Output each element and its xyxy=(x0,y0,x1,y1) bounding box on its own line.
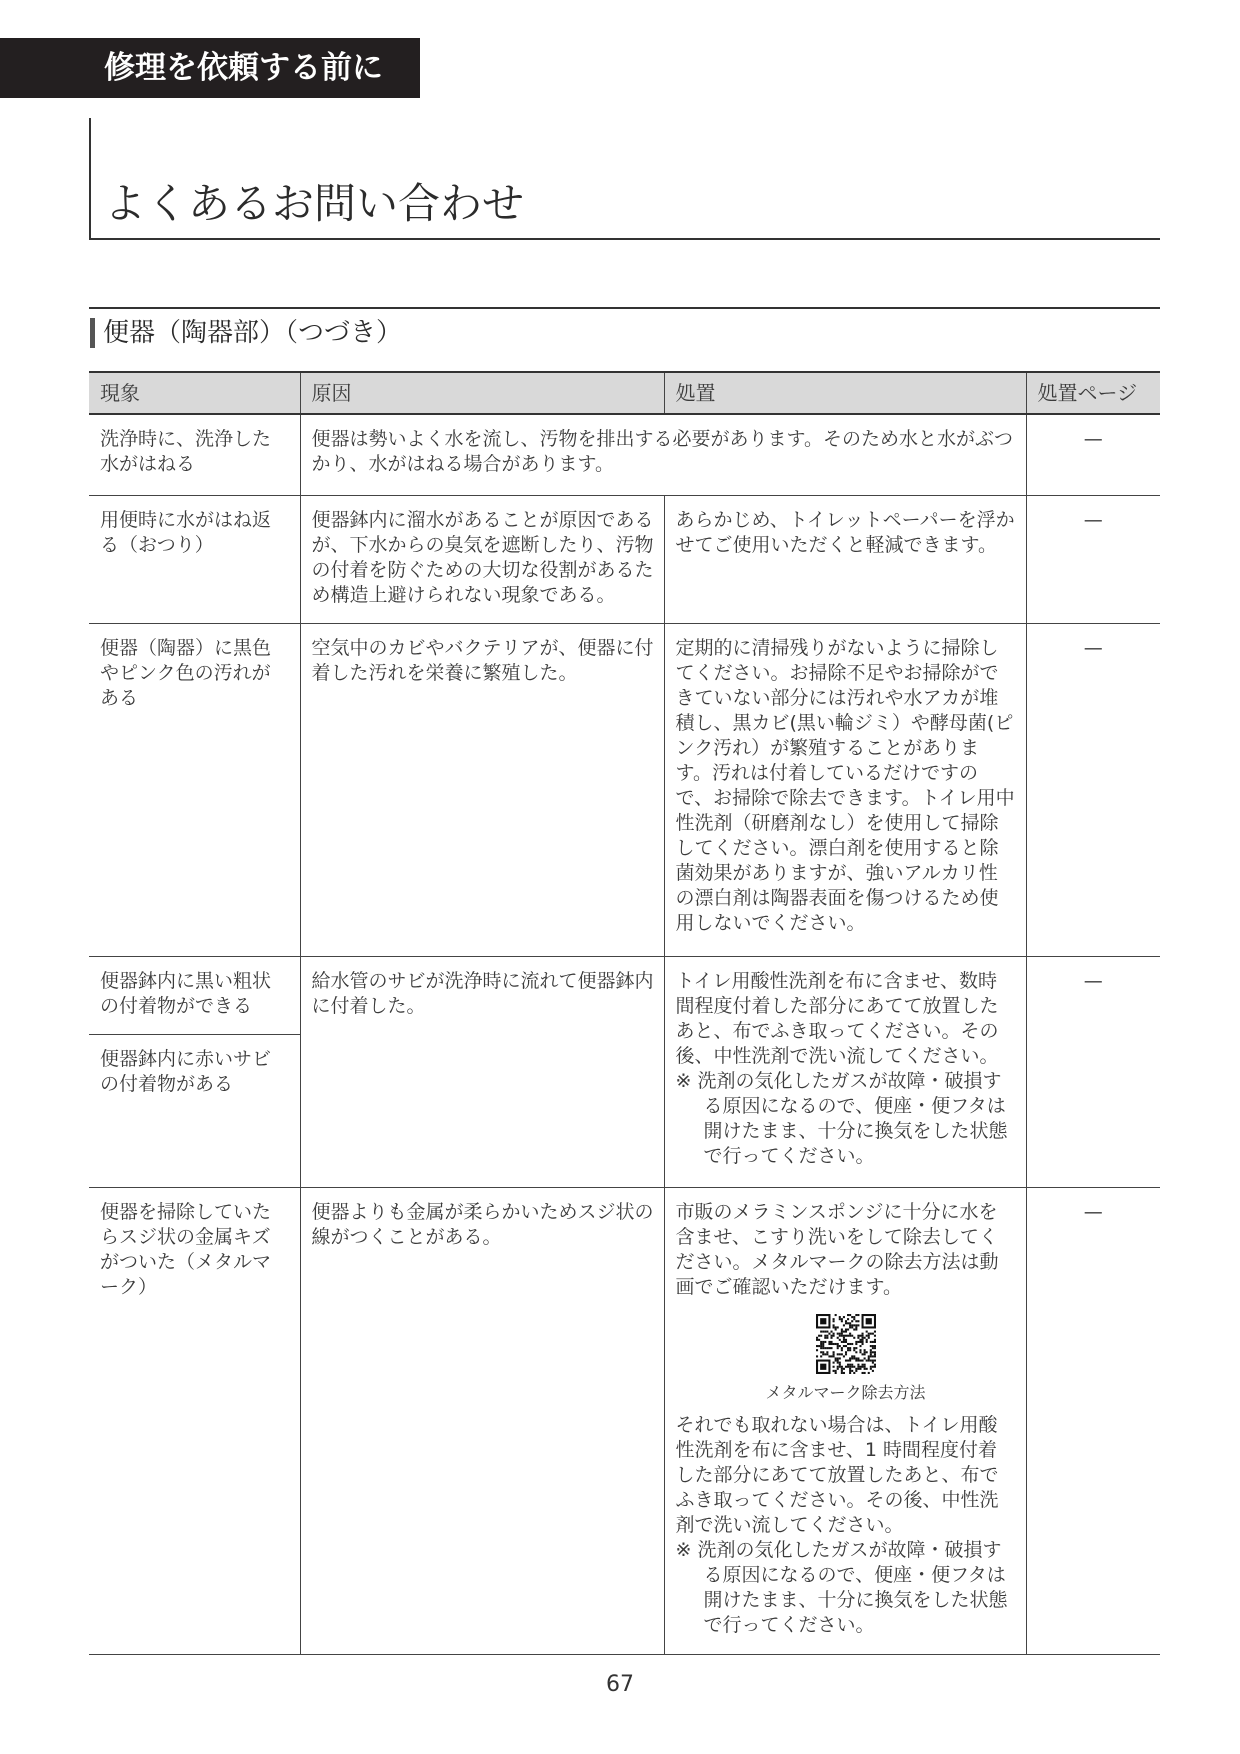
symptom-cell: 便器（陶器）に黒色やピンク色の汚れがある xyxy=(89,623,300,956)
cause-cell: 便器は勢いよく水を流し、汚物を排出する必要があります。そのため水と水がぶつかり、水がはねる場合があります。 xyxy=(300,414,1026,495)
action-cell: あらかじめ、トイレットペーパーを浮かせてご使用いただくと軽減できます。 xyxy=(664,495,1026,623)
symptom-cell: 用便時に水がはね返る（おつり） xyxy=(89,495,300,623)
table-row xyxy=(89,1187,1160,1654)
page-cell: — xyxy=(1026,623,1160,956)
table-header-row xyxy=(89,372,1160,414)
cause-cell: 給水管のサビが洗浄時に流れて便器鉢内に付着した。 xyxy=(300,956,664,1187)
symptom-cell: 便器鉢内に黒い粗状の付着物ができる xyxy=(89,956,300,1034)
table-row xyxy=(89,414,1160,495)
action-text: トイレ用酸性洗剤を布に含ませ、数時間程度付着した部分にあてて放置したあと、布でふき取ってください。その後、中性洗剤で洗い流してください。 xyxy=(675,969,999,1067)
faq-table xyxy=(89,371,1160,1655)
cause-cell: 便器鉢内に溜水があることが原因であるが、下水からの臭気を遮断したり、汚物の付着を防ぐための大切な役割があるため構造上避けられない現象である。 xyxy=(300,495,664,623)
caution-note: ※ 洗剤の気化したガスが故障・破損する原因になるので、便座・便フタは開けたまま、十分に換気をした状態で行ってください。 xyxy=(675,1069,1008,1167)
page-cell: — xyxy=(1026,1187,1160,1654)
symptom-cell: 洗浄時に、洗浄した水がはねる xyxy=(89,414,300,495)
page-title: よくあるお問い合わせ xyxy=(104,179,525,228)
action-cell xyxy=(664,956,1026,1187)
header-page: 処置ページ xyxy=(1026,372,1160,414)
action-cell: 定期的に清掃残りがないように掃除してください。お掃除不足やお掃除ができていない部分には汚れや水アカが堆積し、黒カビ(黒い輪ジミ）や酵母菌(ピンク汚れ）が繁殖することがあります。汚れは付着しているだけですので、お掃除で除去できます。トイレ用中性洗剤（研磨剤なし）を使用して掃除してください。漂白剤を使用すると除菌効果がありますが、強いアルカリ性の漂白剤は陶器表面を傷つけるため使用しないでください。 xyxy=(664,623,1026,956)
table-row xyxy=(89,956,1160,1034)
qr-caption: メタルマーク除去方法 xyxy=(765,1382,926,1402)
action-cell xyxy=(664,1187,1026,1654)
header-cause: 原因 xyxy=(300,372,664,414)
cause-cell: 便器よりも金属が柔らかいためスジ状の線がつくことがある。 xyxy=(300,1187,664,1654)
action-text: 市販のメラミンスポンジに十分に水を含ませ、こすり洗いをして除去してください。メタルマークの除去方法は動画でご確認いただけます。 xyxy=(675,1200,999,1298)
title-vertical-rule xyxy=(89,118,91,240)
chapter-header-band: 修理を依頼する前に xyxy=(0,38,420,98)
symptom-cell: 便器鉢内に赤いサビの付着物がある xyxy=(89,1034,300,1187)
cause-cell: 空気中のカビやバクテリアが、便器に付着した汚れを栄養に繁殖した。 xyxy=(300,623,664,956)
page-cell: — xyxy=(1026,414,1160,495)
header-action: 処置 xyxy=(664,372,1026,414)
page-cell: — xyxy=(1026,956,1160,1187)
symptom-cell: 便器を掃除していたらスジ状の金属キズがついた（メタルマーク） xyxy=(89,1187,300,1654)
qr-code-icon[interactable] xyxy=(816,1314,876,1374)
header-symptom: 現象 xyxy=(89,372,300,414)
table-row xyxy=(89,495,1160,623)
section-top-rule xyxy=(89,307,1160,309)
caution-note: ※ 洗剤の気化したガスが故障・破損する原因になるので、便座・便フタは開けたまま、十分に換気をした状態で行ってください。 xyxy=(675,1538,1008,1636)
section-title: 便器（陶器部）（つづき） xyxy=(103,318,403,348)
title-underline xyxy=(89,238,1160,240)
page-cell: — xyxy=(1026,495,1160,623)
page-number: 67 xyxy=(606,1672,634,1697)
table-row xyxy=(89,623,1160,956)
qr-code[interactable] xyxy=(676,1314,1016,1374)
action-text-continued: それでも取れない場合は、トイレ用酸性洗剤を布に含ませ、1 時間程度付着した部分にあてて放置したあと、布でふき取ってください。その後、中性洗剤で洗い流してください。 xyxy=(675,1413,999,1536)
section-marker xyxy=(90,318,95,348)
